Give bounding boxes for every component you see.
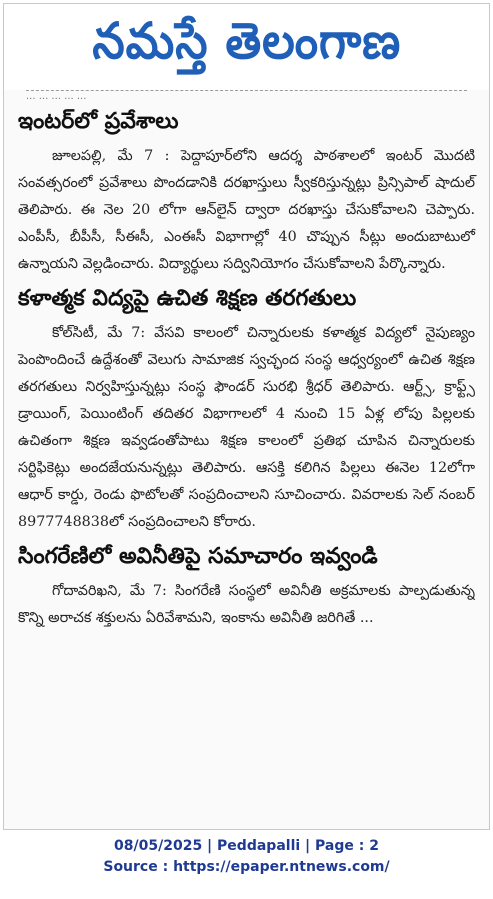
article-2 [4,284,489,536]
article-headline: కళాత్మక విద్యపై ఉచిత శిక్షణ తరగతులు [18,286,357,311]
article-1 [4,107,489,278]
article-body: గోదావరిఖని, మే 7: సింగరేణి సంస్థలో అవినీతి అక్రమాలకు పాల్పడుతున్న కొన్ని అరాచక శక్తులను ఏరివేశామని, ఇంకాను అవినీతి జరిగితే ... [18,583,475,626]
masthead [4,4,489,90]
article-3 [4,542,489,656]
source-footer [0,836,493,878]
article-headline: సింగరేణిలో అవినీతిపై సమాచారం ఇవ్వండి [18,544,378,569]
masthead-title: నమస్తే తెలంగాణ [92,11,401,70]
source-url: Source : https://epaper.ntnews.com/ [103,859,390,875]
article-body: జూలపల్లి, మే 7 : పెద్దాపూర్‌లోని ఆదర్శ పాఠశాలలో ఇంటర్ మొదటి సంవత్సరంలో ప్రవేశాలు పొందడానికి దరఖాస్తులు స్వీకరిస్తున్నట్లు ప్రిన్సిపాల్ షాదుల్ తెలిపారు. ఈ నెల 20 లోగా ఆన్‌లైన్ ద్వారా దరఖాస్తు చేసుకోవాలని చెప్పారు. ఎంపీసీ, బీపీసీ, సీఈసీ, ఎంఈసీ విభాగాల్లో 40 చొప్పున సీట్లు అందుబాటులో ఉన్నాయని వెల్లడించారు. విద్యార్థులు సద్వినియోగం చేసుకోవాలని పేర్కొన్నారు. [18,148,475,272]
cutoff-text: ... ... ... ... ... [26,90,467,103]
edition-info: 08/05/2025 | Peddapalli | Page : 2 [114,838,379,854]
article-body: కోల్‌సిటీ, మే 7: వేసవి కాలంలో చిన్నారులకు కళాత్మక విద్యలో నైపుణ్యం పెంపొందించే ఉద్దేశంతో వెలుగు సామాజిక స్వచ్ఛంద సంస్థ ఆధ్వర్యంలో ఉచిత శిక్షణ తరగతులు నిర్వహిస్తున్నట్లు సంస్థ ఫౌండర్ సురభి శ్రీధర్ తెలిపారు. ఆర్ట్స్, క్రాఫ్ట్స్ డ్రాయింగ్, పెయింటింగ్ తదితర విభాగాలలో 4 నుంచి 15 ఏళ్ల లోపు పిల్లలకు ఉచితంగా శిక్షణ ఇవ్వడంతోపాటు శిక్షణ కాలంలో ప్రతిభ చూపిన చిన్నారులకు సర్టిఫికెట్లు అందజేయనున్నట్లు తెలిపారు. ఆసక్తి కలిగిన పిల్లలు ఈనెల 12లోగా ఆధార్ కార్డు, రెండు ఫొటోలతో సంప్రదించాలని సూచించారు. వివరాలకు సెల్ నంబర్ 8977748838లో సంప్రదించాలని కోరారు. [18,325,475,530]
article-headline: ఇంటర్‌లో ప్రవేశాలు [18,109,179,134]
newspaper-clipping [3,3,490,830]
